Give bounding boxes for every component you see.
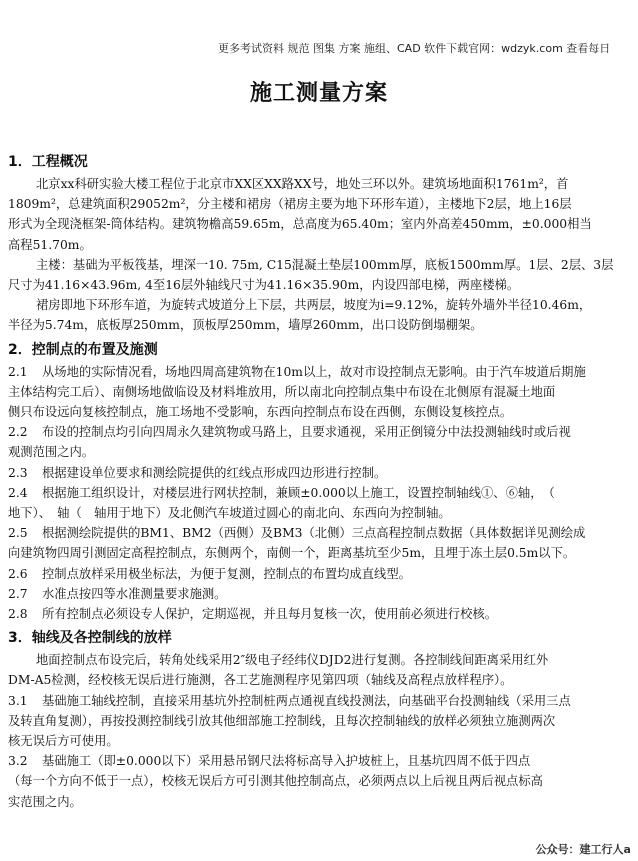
s2-i4-line2: 地下）、 轴（ 轴用于地下）及北侧汽车坡道过圆心的南北向、东西向为控制轴。 (8, 506, 451, 521)
item-number: 2.2 (8, 425, 28, 440)
item-number: 2.1 (8, 364, 28, 379)
s3-i1-line2: 及转直角复测），再按投测控制线引放其他细部施工控制线，且每次控制轴线的放样必须独立施测两次 (8, 713, 556, 728)
s1-p1-line3: 形式为全现浇框架-筒体结构。建筑物檐高59.65m，总高度为65.40m；室内外高差450mm，±0.000相当 (8, 217, 592, 232)
section-2-heading: 2．控制点的布置及施测 (8, 341, 158, 358)
s2-i1-line3: 侧只布设远向复核控制点，施工场地不受影响，东西向控制点布设在西侧，东侧设复核控点。 (8, 405, 513, 420)
s3-i2-line2: （每一个方向不低于一点），校核无误后方可引测其他控制高点，必须两点以上后视且两后视点标高 (8, 774, 543, 789)
s1-p2-line1: 主楼：基础为平板筏基，埋深一10. 75m, C15混凝土垫层100mm厚，底板1500mm厚。1层、2层、3层 (36, 257, 614, 272)
item-text: 布设的控制点均引向四周永久建筑物或马路上，且要求通视，采用正倒镜分中法投测轴线时或后视 (42, 425, 571, 440)
section-1-heading: 1．工程概况 (8, 154, 88, 170)
s1-p3-line2: 半径为5.74m，底板厚250mm，顶板厚250mm，墙厚260mm，出口设防倒塌棚架。 (8, 318, 483, 333)
item-text: 基础施工（即±0.000以下）采用悬吊钢尺法将标高导入护坡桩上，且基坑四周不低于四点 (42, 754, 531, 769)
watermark-label: 公众号：建工行人a (533, 841, 634, 857)
item-number: 3.1 (8, 693, 28, 708)
s2-i5-line2: 向建筑物四周引测固定高程控制点，东侧两个，南侧一个，距离基坑至少5m，且埋于冻土层0.5m以下。 (8, 546, 576, 561)
s3-item-2 (8, 751, 638, 771)
item-number: 2.3 (8, 465, 28, 480)
item-text: 根据建设单位要求和测绘院提供的红线点形成四边形进行控制。 (42, 465, 387, 480)
page-title: 施工测量方案 (249, 81, 388, 106)
s2-item-1 (8, 362, 638, 382)
s1-p2-line2: 尺寸为41.16×43.96m, 4至16层外轴线尺寸为41.16×35.90m，内设四部电梯，两座楼梯。 (8, 278, 520, 293)
s3-i2-line3: 实范围之内。 (8, 794, 82, 809)
s3-item-1 (8, 691, 638, 711)
s2-item-7 (8, 584, 638, 604)
s2-item-4 (8, 483, 638, 503)
item-text: 水准点按四等水准测量要求施测。 (42, 586, 227, 601)
s2-item-3 (8, 463, 638, 483)
s3-i1-line3: 核无误后方可使用。 (8, 734, 119, 749)
item-number: 2.8 (8, 607, 28, 622)
s2-i1-line2: 主体结构完工后）、南侧场地做临设及材料堆放用，所以南北向控制点集中布设在北侧原有混凝土地面 (8, 384, 556, 399)
document-body (8, 148, 638, 812)
s1-p1-line4: 高程51.70m。 (8, 237, 92, 252)
section-3-heading: 3．轴线及各控制线的放样 (8, 630, 172, 647)
item-number: 2.6 (8, 566, 28, 581)
s1-p1-line2: 1809m²，总建筑面积29052m²，分主楼和裙房（裙房主要为地下环形车道），主楼地下2层，地上16层 (8, 197, 572, 212)
item-text: 根据测绘院提供的BM1、BM2（西侧）及BM3（北侧）三点高程控制点数据（具体数据详见测绘成 (42, 526, 586, 541)
item-number: 2.5 (8, 526, 28, 541)
s1-p1-line1: 北京xx科研实验大楼工程位于北京市XX区XX路XX号，地处三环以外。建筑场地面积1761m²，首 (36, 177, 569, 191)
item-text: 控制点放样采用极坐标法，为便于复测，控制点的布置均成直线型。 (42, 566, 411, 581)
s3-p1-line1: 地面控制点布设完后，转角处线采用2″级电子经纬仪DJD2进行复测。各控制线间距离采用红外 (36, 653, 549, 668)
s2-item-8 (8, 604, 638, 624)
s1-p3-line1: 裙房即地下环形车道，为旋转式坡道分上下层，共两层，坡度为i=9.12%，旋转外墙外半径10.46m， (36, 298, 592, 313)
item-text: 根据施工组织设计，对楼层进行网状控制，兼顾±0.000以上施工，设置控制轴线①、⑥轴， （ (42, 485, 555, 500)
s3-p1-line2: DM-A5检测，经校核无误后进行施测，各工艺施测程序见第四项（轴线及高程点放样程序）。 (8, 673, 513, 688)
item-text: 从场地的实际情况看，场地四周高建筑物在10m以上，故对市设控制点无影响。由于汽车坡道后期施 (42, 364, 586, 379)
header-info-line: 更多考试资料 规范 图集 方案 施组、CAD 软件下载官网：wdzyk.com 查看每日 (218, 42, 611, 55)
item-text: 所有控制点必须设专人保护，定期巡视，并且每月复核一次，使用前必须进行校核。 (42, 607, 497, 622)
s2-i2-line2: 观测范围之内。 (8, 445, 95, 460)
s2-item-6 (8, 564, 638, 584)
s2-item-2 (8, 422, 638, 442)
s2-item-5 (8, 523, 638, 543)
item-number: 2.7 (8, 586, 28, 601)
item-number: 3.2 (8, 754, 28, 769)
item-number: 2.4 (8, 485, 28, 500)
item-text: 基础施工轴线控制，直接采用基坑外控制桩两点通视直线投测法，向基础平台投测轴线（采用三点 (42, 693, 571, 708)
